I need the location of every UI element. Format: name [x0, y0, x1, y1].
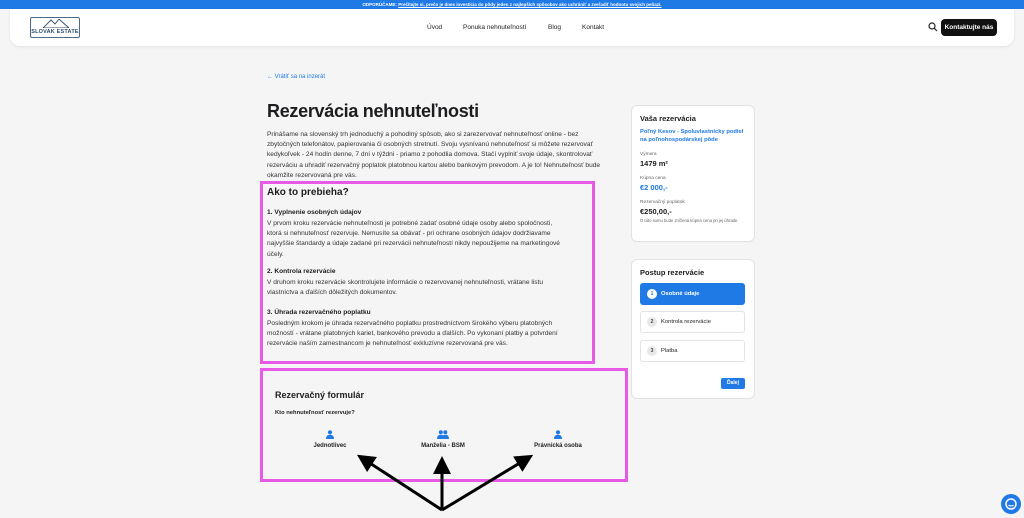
contact-button[interactable]: Kontaktujte nás [941, 19, 997, 36]
progress-step-2[interactable] [640, 311, 745, 333]
step-3-text: Posledným krokom je úhrada rezervačného poplatku prostredníctvom širokého výberu platobných možností - vrátane platobných kariet, bankového prevodu a ďalších. Po vykonaní platby a potvrdení rezervácie naším zamestnancom je nehnuteľnosť exkluzívne rezervovaná pre vás. [267, 320, 558, 348]
page-title: Rezervácia nehnuteľnosti [267, 101, 479, 121]
option-company-label: Právnická osoba [534, 443, 582, 449]
nav-uvod[interactable]: Úvod [427, 24, 443, 31]
option-individual-label: Jednotlivec [313, 443, 347, 449]
logo-text: SLOVAK ESTATE [31, 29, 79, 35]
chat-icon [1001, 494, 1021, 514]
back-link-label: Vrátiť sa na inzerát [274, 74, 326, 80]
arrow-left-icon: ← [267, 74, 275, 80]
summary-title: Vaša rezervácia [640, 114, 696, 123]
progress-title: Postup rezervácie [640, 268, 705, 277]
form-question: Kto nehnuteľnosť rezervuje? [275, 410, 355, 416]
step-2-text: V druhom kroku rezervácie skontrolujete informácie o rezervovanej nehnuteľnosti, vrátane listu vlastníctva a ďalších dôležitých dokumentov. [267, 279, 544, 297]
progress-step-label: Platba [661, 348, 678, 354]
step-number: 1 [647, 289, 657, 299]
how-title: Ako to prebieha? [267, 187, 349, 198]
fee-value: €250,00,- [640, 207, 672, 216]
nav-blog[interactable]: Blog [548, 24, 562, 31]
nav-kontakt[interactable]: Kontakt [582, 24, 605, 31]
progress-step-3[interactable] [640, 340, 745, 362]
progress-step-label: Osobné údaje [661, 291, 700, 297]
fee-note: O túto sumu bude znížená kúpna cena pri jej úhrade. [640, 218, 739, 223]
step-1-text: V prvom kroku rezervácie nehnuteľnosti je potrebné zadať osobné údaje osoby alebo spoločnosti, ktorá si nehnuteľnosť rezervuje. Nemusíte sa obávať - pri ochrane osobných údajov dodržiavame najvyššie štandardy a údaje zadané pri rezervácii nehnuteľností nikdy nepoužijeme na marketingové účely. [267, 220, 560, 258]
next-button[interactable]: Ďalej [721, 378, 745, 389]
fee-label: Rezervačný poplatok [640, 200, 685, 205]
step-number: 2 [647, 317, 657, 327]
step-1-title: 1. Vyplnenie osobných údajov [267, 209, 362, 216]
progress-step-1[interactable] [640, 283, 745, 305]
area-value: 1479 m² [640, 159, 668, 168]
step-number: 3 [647, 346, 657, 356]
price-label: Kúpna cena [640, 176, 666, 181]
chat-widget-button[interactable] [1001, 494, 1021, 514]
price-value: €2 000,- [640, 183, 668, 192]
intro-text: Prinášame na slovenský trh jednoduchý a pohodlný spôsob, ako si zarezervovať nehnuteľnosť online - bez zbytočných telefonátov, papierovania či osobných stretnutí. Svoju vysnívanú nehnuteľnosť si môžete rezervovať kedykoľvek - 24 hodín denne, 7 dní v týždni - priamo z pohodlia domova. Stačí vyplniť svoje údaje, skontrolovať rezerváciu a uhradiť rezervačný poplatok platobnou kartou alebo bankovým prevodom. A je to! Nehnuteľnosť bude okamžite rezervovaná pre vás. [267, 131, 601, 179]
banner-prefix: ODPORÚČAME: [362, 2, 397, 7]
nav-ponuka[interactable]: Ponuka nehnuteľností [463, 24, 527, 31]
step-2-title: 2. Kontrola rezervácie [267, 268, 336, 275]
arrow-to-company [442, 458, 528, 510]
summary-property-link[interactable]: Poľný Kesov - Spoluvlastnícky podiel na poľnohospodárskej pôde [640, 129, 744, 143]
option-spouses-label: Manželia - BSM [421, 443, 465, 449]
arrow-to-individual [362, 458, 442, 510]
step-3-title: 3. Úhrada rezervačného poplatku [267, 309, 371, 316]
progress-step-label: Kontrola rezervácie [661, 319, 711, 325]
form-title: Rezervačný formulár [275, 390, 365, 400]
banner-link[interactable]: Prečítajte si, prečo je dnes investícia do pôdy jeden z najlepších spôsobov ako uchrániť a zveľadiť hodnotu svojich peňazí. [398, 2, 662, 7]
area-label: Výmera [640, 152, 657, 157]
